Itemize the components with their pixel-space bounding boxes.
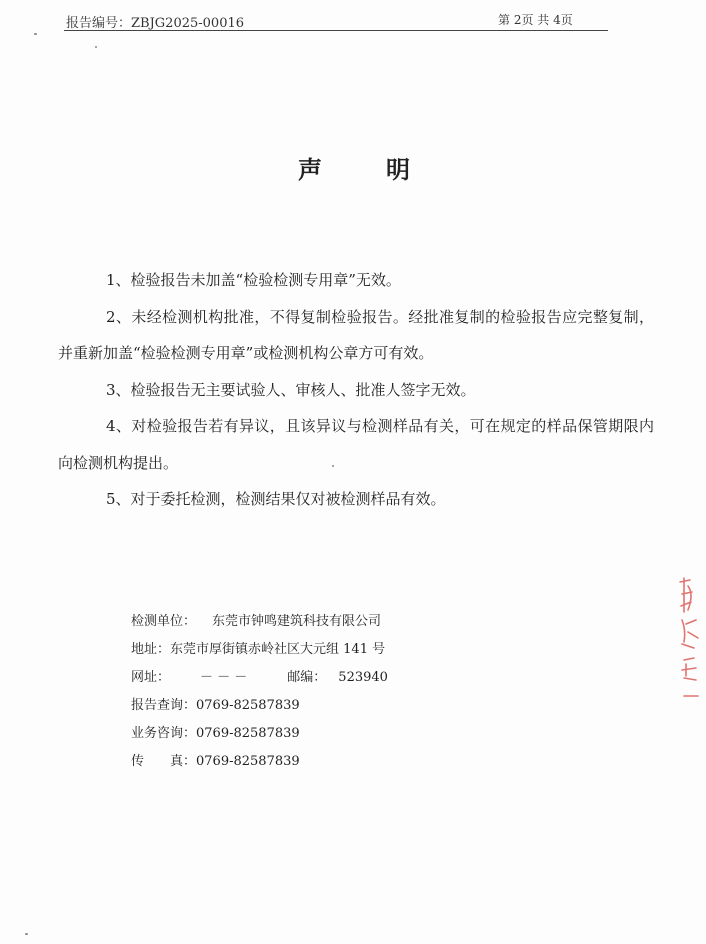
- fax-label: 传 真：: [131, 754, 197, 769]
- query-value: 0769-82587839: [196, 698, 300, 713]
- fax-value: 0769-82587839: [196, 754, 300, 769]
- seal-stamp-icon: [676, 572, 702, 712]
- page-title: 声明: [298, 155, 474, 184]
- clause-text: 检验报告无主要试验人、审核人、批准人签字无效。: [130, 380, 476, 399]
- clause-number: 4、: [106, 417, 132, 435]
- postcode-label: 邮编：: [287, 670, 327, 685]
- contact-info: [131, 608, 388, 776]
- contact-row-fax: [131, 748, 388, 776]
- header-divider: [64, 30, 608, 31]
- query-label: 报告查询：: [131, 698, 197, 713]
- contact-row-query: [131, 692, 388, 720]
- clause-text: 检验报告未加盖“检验检测专用章”无效。: [130, 271, 401, 289]
- declaration-clauses: [58, 262, 654, 518]
- clause-number: 2、: [106, 307, 132, 326]
- address-label: 地址：: [131, 642, 171, 657]
- scan-speck: [34, 33, 37, 35]
- postcode-value: 523940: [338, 670, 388, 685]
- business-value: 0769-82587839: [196, 726, 300, 741]
- clause-number: 1、: [106, 271, 131, 289]
- report-number: 报告编号：ZBJG2025-00016: [66, 16, 245, 31]
- clause-text: 对检验报告若有异议，且该异议与检测样品有关，可在规定的样品保管期限内向检测机构提出。: [58, 417, 654, 472]
- address-value: 东莞市厚街镇赤岭社区大元组 141 号: [170, 642, 386, 657]
- clause-1: [58, 262, 654, 299]
- clause-3: [58, 372, 654, 409]
- clause-number: 5、: [106, 490, 131, 508]
- website-label: 网址：: [131, 670, 171, 685]
- scan-speck: [95, 46, 97, 48]
- scan-speck: [332, 465, 334, 467]
- business-label: 业务咨询：: [131, 726, 197, 741]
- unit-label: 检测单位：: [131, 614, 197, 629]
- contact-row-unit: [131, 608, 388, 636]
- contact-row-business: [131, 720, 388, 748]
- clause-number: 3、: [106, 380, 131, 399]
- clause-2: [58, 299, 654, 372]
- scan-speck: [25, 933, 28, 935]
- contact-row-address: [131, 636, 388, 664]
- clause-4: [58, 408, 654, 481]
- clause-text: 对于委托检测，检测结果仅对被检测样品有效。: [130, 490, 446, 508]
- page-indicator: 第 2页 共 4页: [498, 13, 573, 27]
- unit-value: 东莞市钟鸣建筑科技有限公司: [212, 614, 382, 629]
- contact-row-website: [131, 664, 388, 692]
- clause-5: [58, 481, 654, 518]
- website-value: － － －: [200, 670, 248, 685]
- clause-text: 未经检测机构批准，不得复制检验报告。经批准复制的检验报告应完整复制，并重新加盖“检验检测专用章”或检测机构公章方可有效。: [58, 307, 654, 362]
